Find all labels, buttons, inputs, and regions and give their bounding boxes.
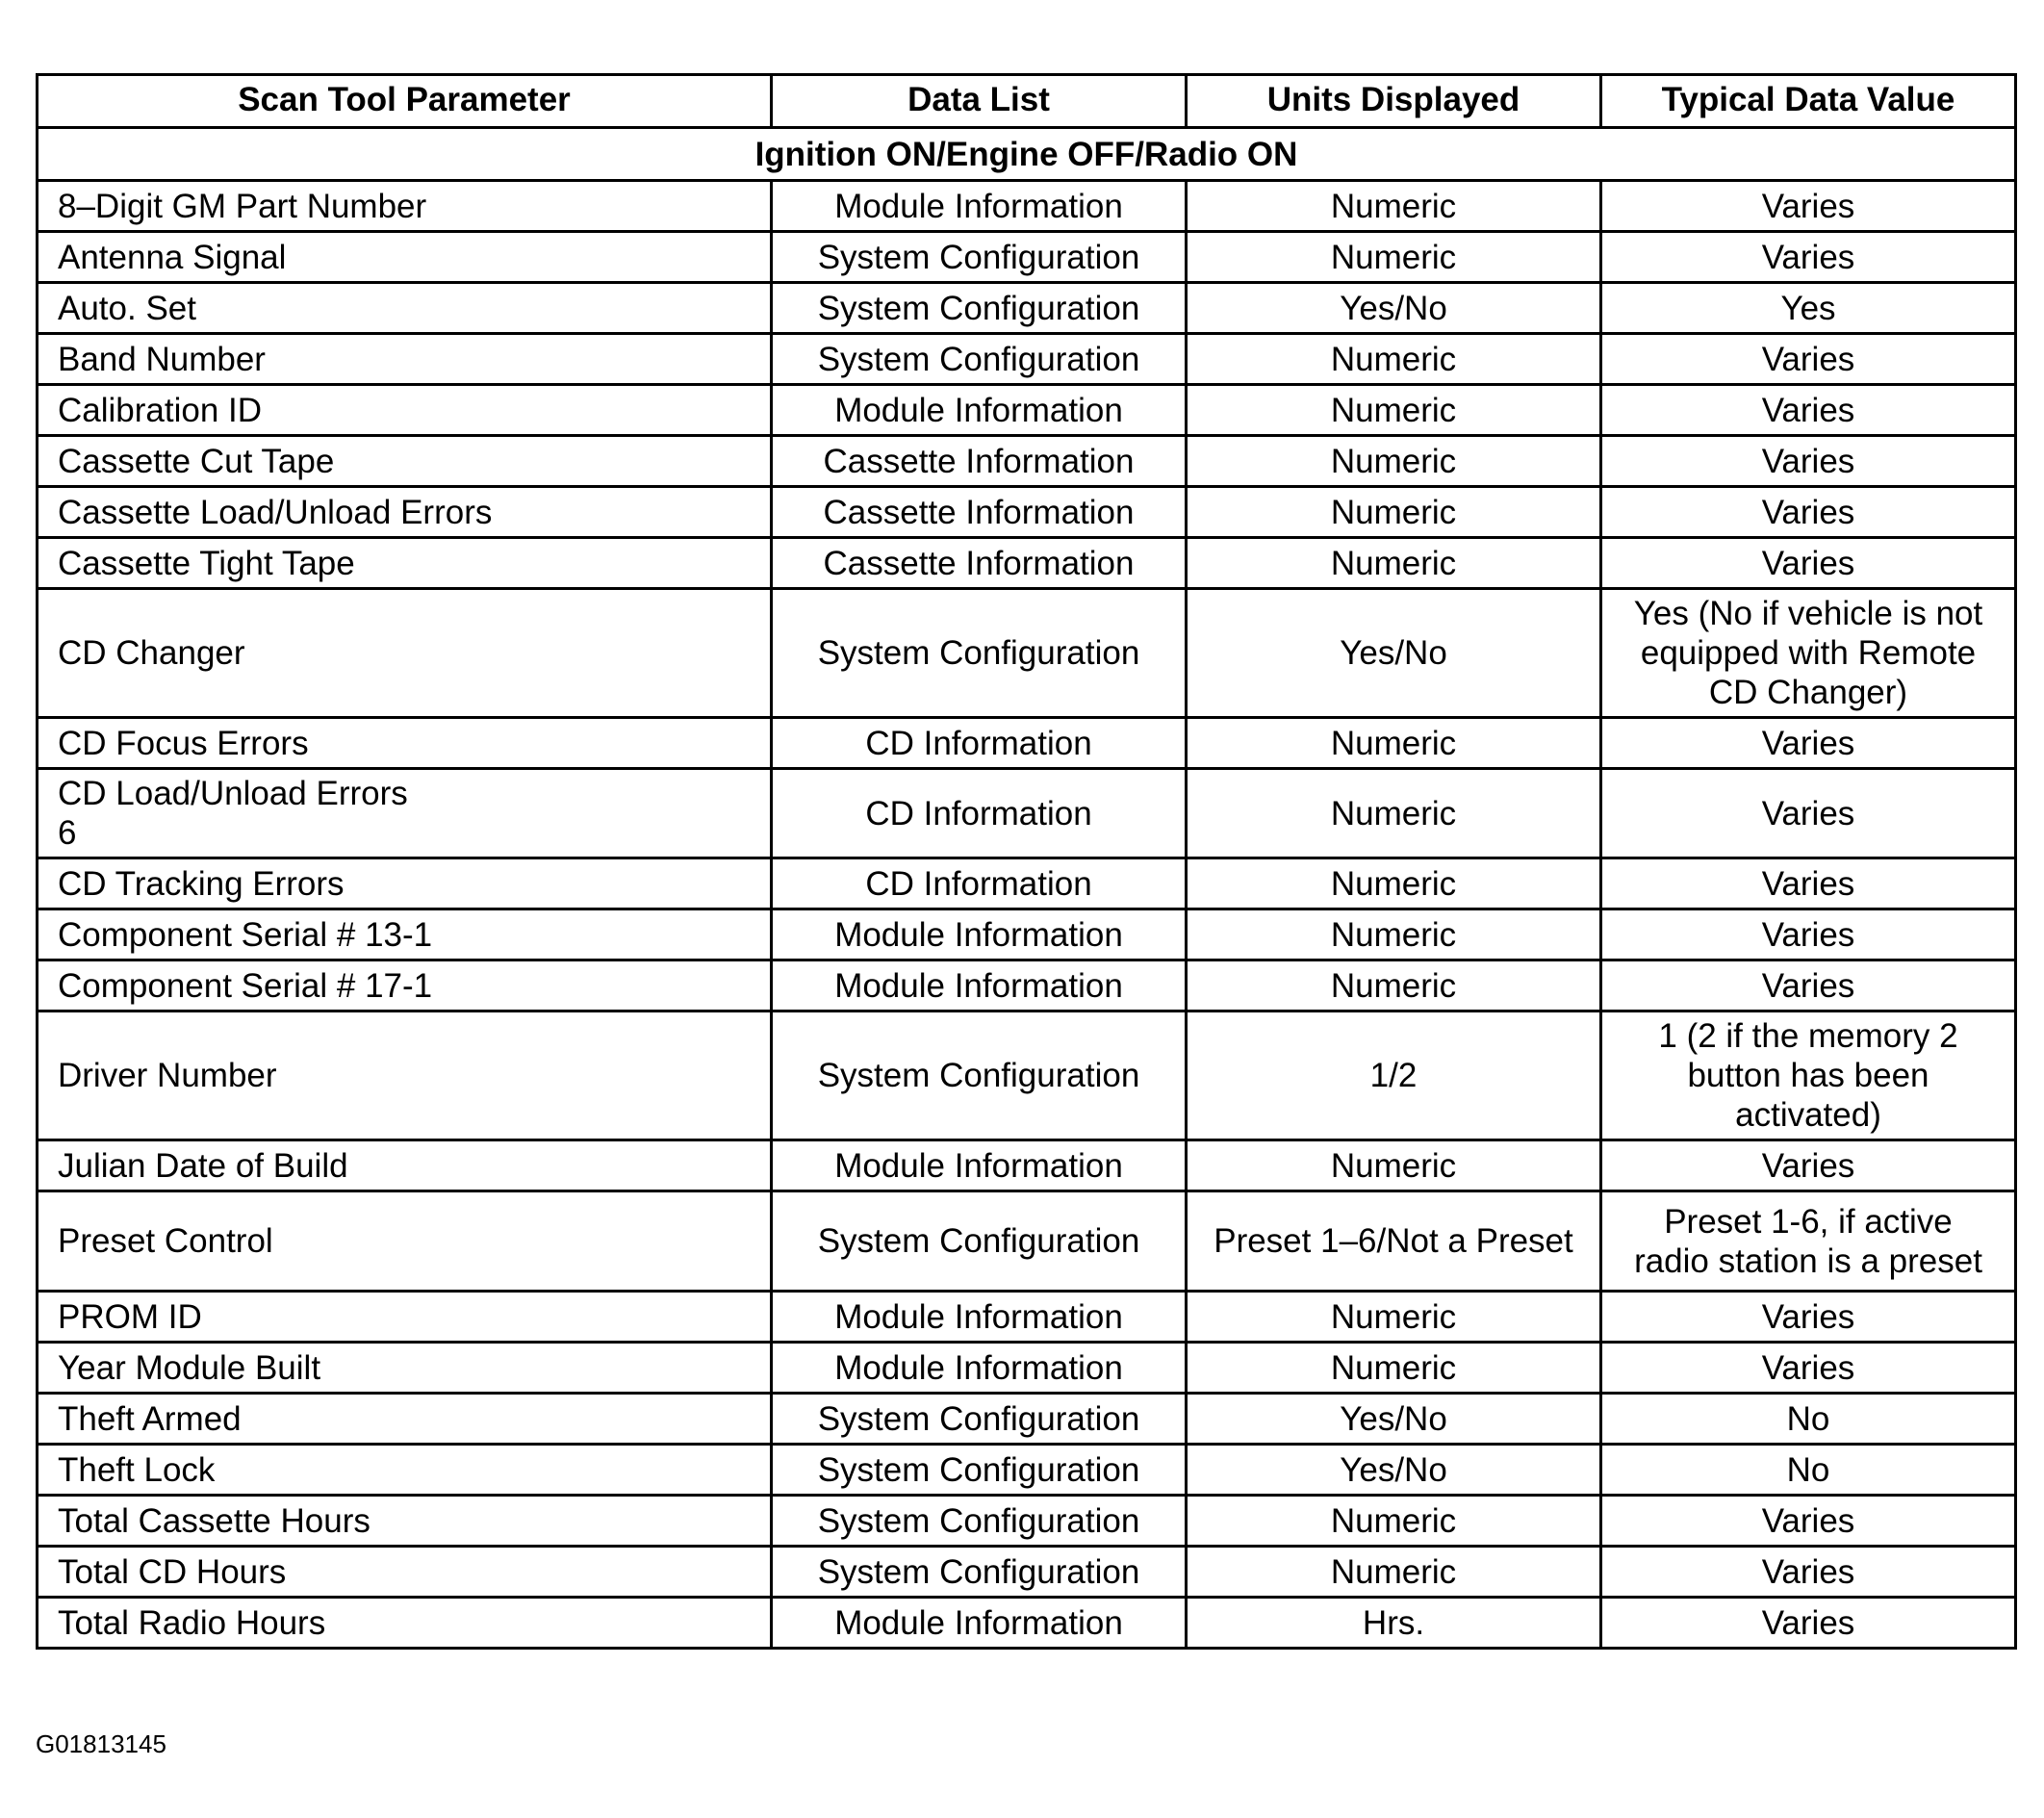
cell-typical-data-value: Varies — [1601, 1547, 2016, 1598]
header-units-displayed: Units Displayed — [1187, 75, 1601, 128]
cell-data-list: System Configuration — [772, 1547, 1187, 1598]
cell-parameter: PROM ID — [38, 1292, 772, 1343]
cell-units-displayed: Yes/No — [1187, 1445, 1601, 1496]
cell-parameter: Preset Control — [38, 1191, 772, 1292]
table-row — [38, 769, 2016, 858]
table-row — [38, 487, 2016, 538]
table-row — [38, 385, 2016, 436]
cell-typical-data-value: Varies — [1601, 1496, 2016, 1547]
cell-units-displayed: Numeric — [1187, 436, 1601, 487]
cell-units-displayed: Numeric — [1187, 1547, 1601, 1598]
table-row — [38, 1394, 2016, 1445]
header-typical-data-value: Typical Data Value — [1601, 75, 2016, 128]
cell-parameter: Total Radio Hours — [38, 1598, 772, 1649]
table-row — [38, 718, 2016, 769]
cell-units-displayed: Numeric — [1187, 181, 1601, 232]
cell-typical-data-value: Varies — [1601, 960, 2016, 1011]
section-row — [38, 128, 2016, 181]
table-row — [38, 1547, 2016, 1598]
cell-parameter: Calibration ID — [38, 385, 772, 436]
cell-parameter: Total Cassette Hours — [38, 1496, 772, 1547]
table-row — [38, 436, 2016, 487]
table-row — [38, 589, 2016, 718]
cell-data-list: System Configuration — [772, 1394, 1187, 1445]
cell-typical-data-value: Preset 1-6, if active radio station is a preset — [1601, 1191, 2016, 1292]
cell-data-list: Module Information — [772, 1343, 1187, 1394]
table-row — [38, 909, 2016, 960]
cell-units-displayed: Yes/No — [1187, 283, 1601, 334]
cell-data-list: Cassette Information — [772, 487, 1187, 538]
cell-typical-data-value: Varies — [1601, 436, 2016, 487]
cell-units-displayed: Numeric — [1187, 1496, 1601, 1547]
cell-data-list: System Configuration — [772, 1496, 1187, 1547]
table-row — [38, 960, 2016, 1011]
cell-units-displayed: Numeric — [1187, 858, 1601, 909]
table-row — [38, 1445, 2016, 1496]
cell-data-list: Module Information — [772, 909, 1187, 960]
cell-units-displayed: Numeric — [1187, 1140, 1601, 1191]
cell-parameter: Cassette Cut Tape — [38, 436, 772, 487]
cell-data-list: Module Information — [772, 960, 1187, 1011]
cell-typical-data-value: Varies — [1601, 538, 2016, 589]
cell-data-list: Module Information — [772, 1140, 1187, 1191]
cell-units-displayed: Numeric — [1187, 960, 1601, 1011]
table-row — [38, 858, 2016, 909]
cell-parameter: CD Focus Errors — [38, 718, 772, 769]
cell-parameter: Auto. Set — [38, 283, 772, 334]
cell-units-displayed: Numeric — [1187, 538, 1601, 589]
table-row — [38, 334, 2016, 385]
table-header-row — [38, 75, 2016, 128]
table-row — [38, 1343, 2016, 1394]
table-row — [38, 1140, 2016, 1191]
cell-units-displayed: 1/2 — [1187, 1011, 1601, 1140]
cell-data-list: Module Information — [772, 1598, 1187, 1649]
scan-tool-data-table — [36, 73, 2017, 1650]
section-title: Ignition ON/Engine OFF/Radio ON — [38, 128, 2016, 181]
cell-parameter: Component Serial # 17-1 — [38, 960, 772, 1011]
cell-data-list: CD Information — [772, 769, 1187, 858]
table-row — [38, 1011, 2016, 1140]
table-row — [38, 1292, 2016, 1343]
cell-typical-data-value: Varies — [1601, 232, 2016, 283]
cell-units-displayed: Hrs. — [1187, 1598, 1601, 1649]
table-row — [38, 1191, 2016, 1292]
header-scan-tool-parameter: Scan Tool Parameter — [38, 75, 772, 128]
cell-parameter: Cassette Load/Unload Errors — [38, 487, 772, 538]
cell-data-list: System Configuration — [772, 589, 1187, 718]
cell-typical-data-value: Varies — [1601, 769, 2016, 858]
cell-parameter: Antenna Signal — [38, 232, 772, 283]
cell-parameter: Driver Number — [38, 1011, 772, 1140]
cell-typical-data-value: Varies — [1601, 1292, 2016, 1343]
cell-typical-data-value: Yes — [1601, 283, 2016, 334]
cell-data-list: System Configuration — [772, 232, 1187, 283]
cell-parameter: Total CD Hours — [38, 1547, 772, 1598]
table-row — [38, 283, 2016, 334]
cell-typical-data-value: No — [1601, 1445, 2016, 1496]
cell-units-displayed: Numeric — [1187, 909, 1601, 960]
header-data-list: Data List — [772, 75, 1187, 128]
cell-units-displayed: Yes/No — [1187, 589, 1601, 718]
table-row — [38, 181, 2016, 232]
cell-units-displayed: Numeric — [1187, 1343, 1601, 1394]
cell-parameter: 8–Digit GM Part Number — [38, 181, 772, 232]
cell-data-list: System Configuration — [772, 1191, 1187, 1292]
cell-parameter: CD Tracking Errors — [38, 858, 772, 909]
cell-typical-data-value: Varies — [1601, 385, 2016, 436]
cell-typical-data-value: Varies — [1601, 181, 2016, 232]
cell-data-list: CD Information — [772, 718, 1187, 769]
cell-typical-data-value: No — [1601, 1394, 2016, 1445]
cell-parameter: Year Module Built — [38, 1343, 772, 1394]
cell-units-displayed: Numeric — [1187, 1292, 1601, 1343]
table-row — [38, 1496, 2016, 1547]
cell-parameter: Band Number — [38, 334, 772, 385]
cell-typical-data-value: Varies — [1601, 1343, 2016, 1394]
cell-typical-data-value: Varies — [1601, 718, 2016, 769]
cell-units-displayed: Numeric — [1187, 769, 1601, 858]
cell-parameter: CD Changer — [38, 589, 772, 718]
cell-data-list: System Configuration — [772, 283, 1187, 334]
figure-id: G01813145 — [36, 1729, 166, 1758]
cell-data-list: CD Information — [772, 858, 1187, 909]
cell-typical-data-value: Varies — [1601, 858, 2016, 909]
cell-parameter: Cassette Tight Tape — [38, 538, 772, 589]
cell-units-displayed: Yes/No — [1187, 1394, 1601, 1445]
cell-units-displayed: Numeric — [1187, 334, 1601, 385]
cell-typical-data-value: Varies — [1601, 487, 2016, 538]
cell-units-displayed: Numeric — [1187, 385, 1601, 436]
cell-units-displayed: Numeric — [1187, 232, 1601, 283]
cell-data-list: System Configuration — [772, 1445, 1187, 1496]
cell-data-list: Module Information — [772, 181, 1187, 232]
table-row — [38, 1598, 2016, 1649]
cell-data-list: Module Information — [772, 1292, 1187, 1343]
cell-parameter: Component Serial # 13-1 — [38, 909, 772, 960]
cell-units-displayed: Preset 1–6/Not a Preset — [1187, 1191, 1601, 1292]
table-row — [38, 538, 2016, 589]
cell-data-list: Cassette Information — [772, 436, 1187, 487]
cell-typical-data-value: Varies — [1601, 909, 2016, 960]
cell-data-list: System Configuration — [772, 334, 1187, 385]
cell-units-displayed: Numeric — [1187, 718, 1601, 769]
cell-parameter: Julian Date of Build — [38, 1140, 772, 1191]
cell-typical-data-value: Yes (No if vehicle is not equipped with Remote CD Changer) — [1601, 589, 2016, 718]
cell-data-list: System Configuration — [772, 1011, 1187, 1140]
cell-data-list: Cassette Information — [772, 538, 1187, 589]
cell-typical-data-value: Varies — [1601, 1598, 2016, 1649]
cell-data-list: Module Information — [772, 385, 1187, 436]
cell-typical-data-value: Varies — [1601, 1140, 2016, 1191]
table-row — [38, 232, 2016, 283]
cell-units-displayed: Numeric — [1187, 487, 1601, 538]
cell-parameter: CD Load/Unload Errors 6 — [38, 769, 772, 858]
cell-typical-data-value: 1 (2 if the memory 2 button has been activated) — [1601, 1011, 2016, 1140]
cell-parameter: Theft Armed — [38, 1394, 772, 1445]
cell-typical-data-value: Varies — [1601, 334, 2016, 385]
cell-parameter: Theft Lock — [38, 1445, 772, 1496]
